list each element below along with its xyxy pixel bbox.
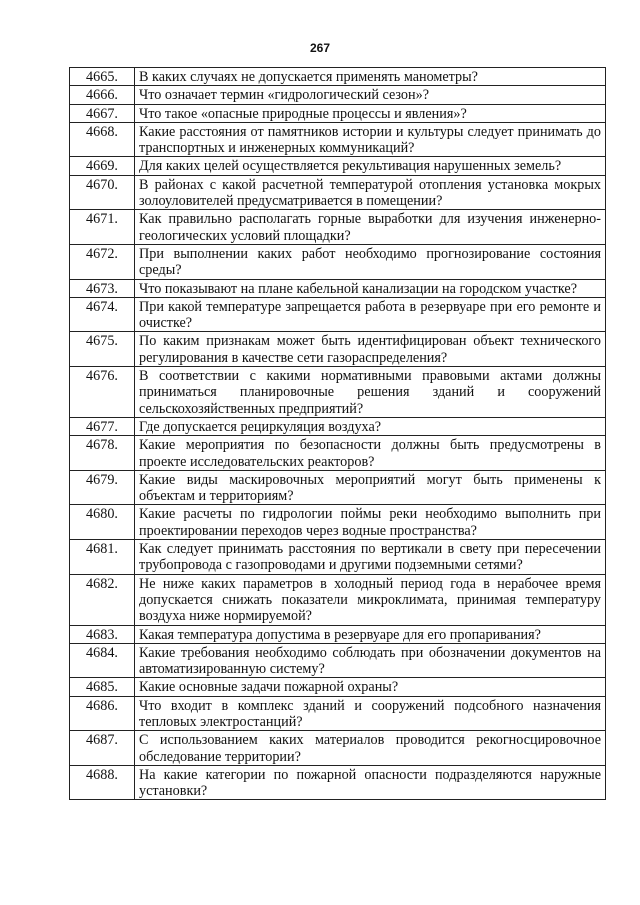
question-number: 4681. bbox=[70, 540, 135, 575]
table-row bbox=[70, 731, 606, 766]
question-text: По каким признакам может быть идентифицирован объект технического регулирования в качестве сети газораспределения? bbox=[135, 332, 606, 367]
question-number: 4666. bbox=[70, 86, 135, 104]
question-number: 4675. bbox=[70, 332, 135, 367]
question-text: Что означает термин «гидрологический сезон»? bbox=[135, 86, 606, 104]
table-row bbox=[70, 68, 606, 86]
question-text: Какие мероприятия по безопасности должны быть предусмотрены в проекте исследовательских реакторов? bbox=[135, 436, 606, 471]
question-text: Для каких целей осуществляется рекультивация нарушенных земель? bbox=[135, 157, 606, 175]
question-number: 4683. bbox=[70, 625, 135, 643]
table-row bbox=[70, 696, 606, 731]
table-row bbox=[70, 244, 606, 279]
question-text: На какие категории по пожарной опасности подразделяются наружные установки? bbox=[135, 765, 606, 800]
table-row bbox=[70, 104, 606, 122]
table-row bbox=[70, 122, 606, 157]
question-number: 4682. bbox=[70, 574, 135, 625]
question-number: 4678. bbox=[70, 436, 135, 471]
table-row bbox=[70, 367, 606, 418]
table-row bbox=[70, 540, 606, 575]
table-row bbox=[70, 297, 606, 332]
question-text: Какие расчеты по гидрологии поймы реки необходимо выполнить при проектировании переходов через водные пространства? bbox=[135, 505, 606, 540]
question-number: 4674. bbox=[70, 297, 135, 332]
table-row bbox=[70, 678, 606, 696]
question-number: 4677. bbox=[70, 417, 135, 435]
table-row bbox=[70, 436, 606, 471]
question-number: 4684. bbox=[70, 643, 135, 678]
table-row bbox=[70, 210, 606, 245]
table-row bbox=[70, 574, 606, 625]
question-number: 4671. bbox=[70, 210, 135, 245]
question-text: Где допускается рециркуляция воздуха? bbox=[135, 417, 606, 435]
question-text: В каких случаях не допускается применять манометры? bbox=[135, 68, 606, 86]
table-row bbox=[70, 86, 606, 104]
page-number: 267 bbox=[309, 41, 331, 55]
question-text: Какая температура допустима в резервуаре для его пропаривания? bbox=[135, 625, 606, 643]
question-text: Какие требования необходимо соблюдать при обозначении документов на автоматизированную систему? bbox=[135, 643, 606, 678]
question-text: Что входит в комплекс зданий и сооружений подсобного назначения тепловых электростанций? bbox=[135, 696, 606, 731]
table-row bbox=[70, 332, 606, 367]
question-number: 4685. bbox=[70, 678, 135, 696]
questions-table-body bbox=[70, 68, 606, 800]
questions-table bbox=[69, 67, 606, 800]
question-number: 4687. bbox=[70, 731, 135, 766]
question-text: Не ниже каких параметров в холодный период года в нерабочее время допускается снижать показатели микроклимата, принимая температуру воздуха ниже нормируемой? bbox=[135, 574, 606, 625]
question-number: 4672. bbox=[70, 244, 135, 279]
table-row bbox=[70, 417, 606, 435]
question-number: 4673. bbox=[70, 279, 135, 297]
question-number: 4676. bbox=[70, 367, 135, 418]
table-row bbox=[70, 505, 606, 540]
question-text: Что показывают на плане кабельной канализации на городском участке? bbox=[135, 279, 606, 297]
question-number: 4668. bbox=[70, 122, 135, 157]
table-row bbox=[70, 279, 606, 297]
question-text: В районах с какой расчетной температурой отопления установка мокрых золоуловителей предусматривается в помещении? bbox=[135, 175, 606, 210]
question-text: В соответствии с какими нормативными правовыми актами должны приниматься планировочные решения зданий и сооружений сельскохозяйственных предприятий? bbox=[135, 367, 606, 418]
question-number: 4686. bbox=[70, 696, 135, 731]
table-row bbox=[70, 625, 606, 643]
question-text: С использованием каких материалов проводится рекогносцировочное обследование территории? bbox=[135, 731, 606, 766]
question-number: 4670. bbox=[70, 175, 135, 210]
table-row bbox=[70, 157, 606, 175]
question-number: 4688. bbox=[70, 765, 135, 800]
table-row bbox=[70, 765, 606, 800]
question-text: Какие основные задачи пожарной охраны? bbox=[135, 678, 606, 696]
question-number: 4679. bbox=[70, 470, 135, 505]
question-text: Какие виды маскировочных мероприятий могут быть применены к объектам и территориям? bbox=[135, 470, 606, 505]
question-text: Что такое «опасные природные процессы и явления»? bbox=[135, 104, 606, 122]
question-text: При выполнении каких работ необходимо прогнозирование состояния среды? bbox=[135, 244, 606, 279]
question-number: 4680. bbox=[70, 505, 135, 540]
question-number: 4665. bbox=[70, 68, 135, 86]
question-text: Какие расстояния от памятников истории и культуры следует принимать до транспортных и инженерных коммуникаций? bbox=[135, 122, 606, 157]
table-row bbox=[70, 643, 606, 678]
table-row bbox=[70, 175, 606, 210]
question-number: 4669. bbox=[70, 157, 135, 175]
table-row bbox=[70, 470, 606, 505]
question-text: При какой температуре запрещается работа в резервуаре при его ремонте и очистке? bbox=[135, 297, 606, 332]
question-number: 4667. bbox=[70, 104, 135, 122]
question-text: Как правильно располагать горные выработки для изучения инженерно-геологических условий площадки? bbox=[135, 210, 606, 245]
question-text: Как следует принимать расстояния по вертикали в свету при пересечении трубопровода с газопроводами и другими подземными сетями? bbox=[135, 540, 606, 575]
